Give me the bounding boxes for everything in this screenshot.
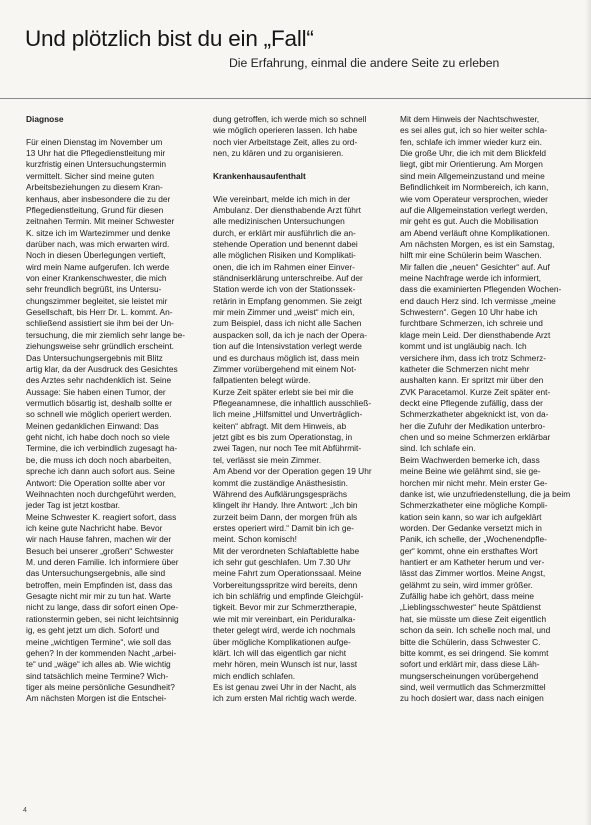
text-line: mir mein Zimmer und „weist“ mich ein, (213, 307, 355, 318)
text-line: durch, er erklärt mir ausführlich die an- (213, 227, 356, 238)
text-line: Beim Wachwerden bemerke ich, dass (400, 454, 540, 465)
text-line: tiger als meine persönliche Gesundheit? (26, 681, 175, 692)
text-line: furchtbare Schmerzen, ich schreie und (400, 318, 543, 329)
text-line: Meinen gedanklichen Einwand: Das (26, 420, 159, 431)
text-line: nicht zu lange, dass dir sofort einen Ope- (26, 602, 179, 613)
text-line: danke ist, wie unzufriedenstellung, die ja beim (400, 488, 571, 499)
text-line: Panik, ich schelle, der „Wochenendpfle- (400, 534, 547, 545)
text-line: jetzt gibt es bis zum Operationstag, in (213, 432, 353, 443)
text-line: deckt eine Pflegende zufällig, dass der (400, 397, 543, 408)
text-line: das Untersuchungsergebnis, alle sind (26, 568, 166, 579)
text-line: noch vier Arbeitstage Zeit, alles zu ord- (213, 136, 358, 147)
text-line: schließend assistiert sie ihm bei der Un- (26, 318, 174, 329)
column-3 (400, 114, 576, 705)
text-line: mir geht es gut. Auch die Mobilisation (400, 216, 539, 227)
article-subtitle: Die Erfahrung, einmal die andere Seite zu erleben (229, 56, 500, 70)
text-line: Während des Aufklärungsgesprächs (213, 488, 348, 499)
text-line: Befindlichkeit im Normbereich, ich kann, (400, 182, 549, 193)
text-line: wir nach Hause fahren, machen wir der (26, 534, 172, 545)
text-line: darüber nach, was mich erwarten wird. (26, 238, 170, 249)
text-line: Besuch bei unserer „großen“ Schwester (26, 545, 174, 556)
text-line: gehen? In der kommenden Nacht „arbei- (26, 647, 177, 658)
text-line: lich meine „Hilfsmittel und Unverträglich- (213, 409, 363, 420)
text-line: katheter die Schmerzen nicht mehr (400, 363, 530, 374)
text-line: Mir fallen die „neuen“ Gesichter“ auf. Auf (400, 261, 550, 272)
text-line: wie mit mir vereinbart, ein Periduralka- (213, 613, 356, 624)
scan-edge-shadow (585, 0, 591, 825)
column-2-text-top (213, 114, 386, 159)
text-line: Gesagte nicht mir mir zu tun hat. Warte (26, 591, 171, 602)
text-line: Arbeitsbeziehungen zu diesem Kran- (26, 182, 163, 193)
text-line: wird mein Name aufgerufen. Ich werde (26, 261, 170, 272)
text-line: aushalten kann. Er spritzt mir über den (400, 375, 544, 386)
text-line: end dauch Herz sind. Ich vermisse „meine (400, 295, 556, 306)
text-line: Weihnachten noch durchgeführt werden, (26, 488, 177, 499)
text-line: alle möglichen Risiken und Komplikati- (213, 250, 356, 261)
text-line: Für einen Dienstag im November um (26, 136, 163, 147)
text-line: ständniserklärung unterschreibe. Auf der (213, 273, 363, 284)
text-line: Vorbereitungsspritze wird bereits, denn (213, 579, 358, 590)
text-line: ZVK Paracetamol. Kurze Zeit später ent- (400, 386, 551, 397)
text-line: Zufällig habe ich gehört, dass meine (400, 591, 535, 602)
spacer (213, 182, 386, 193)
text-line: zurzeit beim Dann, der morgen früh als (213, 511, 358, 522)
text-line: alle medizinischen Untersuchungen (213, 216, 345, 227)
text-line: kenhaus, aber insbesondere die zu der (26, 193, 171, 204)
text-line: sehr freundlich begrüßt, ins Untersu- (26, 284, 162, 295)
text-line: auspacken soll, da ich je nach der Opera- (213, 329, 367, 340)
text-line: sind, weil vermutlich das Schmerzmittel (400, 681, 546, 692)
text-line: horchen mir nicht mehr. Mein erster Ge- (400, 477, 548, 488)
text-line: geht nicht, ich habe doch noch so viele (26, 432, 170, 443)
spacer (213, 159, 386, 170)
text-line: tion auf die Intensivstation verlegt werde (213, 341, 362, 352)
text-line: auf die Allgemeinstation verlegt werden, (400, 204, 548, 215)
text-line: schon da sein. Ich schelle noch mal, und (400, 625, 551, 636)
column-1 (26, 114, 196, 705)
text-line: Aussage: Sie haben einen Tumor, der (26, 386, 166, 397)
text-line: liegt, gibt mir Orientierung. Am Morgen (400, 159, 543, 170)
section-heading-krankenhausaufenthalt: Krankenhausaufenthalt (213, 170, 306, 181)
text-line: hat, sie müsste um diese Zeit eigentlich (400, 613, 547, 624)
column-2 (213, 114, 386, 705)
header-divider (0, 98, 591, 99)
text-line: wie vom Operateur versprochen, wieder (400, 193, 548, 204)
text-line: es sei alles gut, ich so hier weiter schla- (400, 125, 548, 136)
text-line: bitte kommt, es sei dringend. Sie kommt (400, 647, 549, 658)
text-line: stehende Operation und benennt dabei (213, 238, 358, 249)
text-line: hilft mir eine Schülerin beim Waschen. (400, 250, 542, 261)
text-line: ich zum ersten Mal richtig wach werde. (213, 693, 357, 704)
text-line: klärt. Ich will das eigentlich gar nicht (213, 647, 347, 658)
text-line: M. und deren Familie. Ich informiere über (26, 557, 179, 568)
text-line: Pflegedienstleitung, Grund für diesen (26, 204, 164, 215)
text-line: rationstermin geben, sei nicht leichtsinnig (26, 613, 179, 624)
text-line: Die große Uhr, die ich mit dem Blickfeld (400, 148, 547, 159)
text-line: tel, verlässt sie mein Zimmer. (213, 454, 322, 465)
text-line: zeitnahen Termin. Mit meiner Schwester (26, 216, 175, 227)
text-line: meine Nachfrage werde ich informiert, (400, 273, 541, 284)
text-line: sofort und erklärt mir, dass diese Läh- (400, 659, 540, 670)
text-line: tigkeit. Bevor mir zur Schmerztherapie, (213, 602, 357, 613)
text-line: Termine, die ich verbindlich zugesagt ha- (26, 443, 178, 454)
text-line: so schnell wie möglich operiert werden. (26, 409, 172, 420)
text-line: her die Zufuhr der Medikation unterbro- (400, 420, 546, 431)
text-line: meint. Schon komisch! (213, 534, 297, 545)
text-line: keiten“ abfragt. Mit dem Hinweis, ab (213, 420, 347, 431)
text-line: dung getroffen, ich werde mich so schnell (213, 114, 367, 124)
article-title: Und plötzlich bist du ein „Fall“ (25, 26, 314, 51)
text-line: kommt und ist ungläubig nach. Ich (400, 341, 527, 352)
text-line: Gesellschaft, bis Herr Dr. L. kommt. An- (26, 307, 173, 318)
text-line: spreche ich dann auch sofort aus. Seine (26, 466, 175, 477)
text-line: erstes operiert wird.“ Damit bin ich ge- (213, 522, 354, 533)
text-line: theter gelegt wird, werde ich nochmals (213, 625, 356, 636)
text-line: worden. Der Gedanke versetzt mich in (400, 522, 542, 533)
text-line: Station werde ich von der Stationssek- (213, 284, 356, 295)
text-line: sind tatsächlich meine Termine? Wich- (26, 670, 169, 681)
text-line: ich bin schläfrig und empfinde Gleichgül- (213, 591, 364, 602)
text-line: betroffen, mein Empfinden ist, dass das (26, 579, 173, 590)
text-line: von einer Krankenschwester, die mich (26, 273, 167, 284)
text-line: dass die examinierten Pflegenden Wochen- (400, 284, 562, 295)
text-line: artig klar, da der Ausdruck des Gesichtes (26, 363, 178, 374)
text-line: te“ und „wäge“ ich alles ab. Wie wichtig (26, 659, 171, 670)
text-line: vermutlich bösartig ist, deshalb sollte er (26, 397, 173, 408)
text-line: ich sehr gut geschlafen. Um 7.30 Uhr (213, 557, 351, 568)
text-line: be, die muss ich doch noch abarbeiten, (26, 454, 172, 465)
text-line: Noch in diesen Überlegungen vertieft, (26, 250, 166, 261)
column-3-text (400, 114, 576, 705)
text-line: ziehungsweise sehr gründlich erscheint. (26, 341, 174, 352)
text-line: kommt die zuständige Anästhesistin. (213, 477, 348, 488)
text-line: 13 Uhr hat die Pflegedienstleitung mir (26, 148, 166, 159)
text-line: tersuchung, die mir ziemlich sehr lange be- (26, 329, 186, 340)
text-line: über mögliche Komplikationen aufge- (213, 636, 351, 647)
text-line: Am nächsten Morgen, es ist ein Samstag, (400, 238, 555, 249)
text-line: Mit der verordneten Schlaftablette habe (213, 545, 360, 556)
text-line: zwei Tagen, nur noch Tee mit Abführmit- (213, 443, 362, 454)
text-line: ich keine gute Nachricht habe. Bevor (26, 522, 163, 533)
text-line: fallpatienten belegt würde. (213, 375, 311, 386)
text-line: kation sein kann, so war ich aufgeklärt (400, 511, 542, 522)
text-line: Ambulanz. Der diensthabende Arzt führt (213, 204, 361, 215)
text-line: versichere ihm, dass ich trotz Schmerz- (400, 352, 547, 363)
text-line: chen und so meine Schmerzen erklärbar (400, 432, 551, 443)
column-2-text (213, 194, 386, 705)
text-line: gelähmt zu sein, wird immer größer. (400, 579, 533, 590)
text-line: mich endlich schlafen. (213, 670, 296, 681)
text-line: am Abend verläuft ohne Komplikationen. (400, 227, 550, 238)
text-line: und es durchaus möglich ist, dass mein (213, 352, 360, 363)
text-line: hantiert er am Katheter herum und ver- (400, 557, 545, 568)
text-line: chungszimmer begleitet, sie leistet mir (26, 295, 168, 306)
text-line: Das Untersuchungsergebnis mit Blitz (26, 352, 163, 363)
text-line: Pflegeanamnese, die inhaltlich ausschließ- (213, 397, 372, 408)
text-line: klingelt ihr Handy. Ihre Antwort: „Ich bin (213, 500, 358, 511)
text-line: kurzfristig einen Untersuchungstermin (26, 159, 167, 170)
text-line: Zimmer vorübergehend mit einem Not- (213, 363, 357, 374)
text-line: Schmerzkatheter abgeknickt ist, von da- (400, 409, 549, 420)
text-line: K. sitze ich im Wartezimmer und denke (26, 227, 171, 238)
text-line: meine Fahrt zum Operationssaal. Meine (213, 568, 362, 579)
text-line: lässt das Zimmer wortlos. Meine Angst, (400, 568, 546, 579)
text-line: Kurze Zeit später erlebt sie bei mir die (213, 386, 354, 397)
column-1-text (26, 137, 196, 705)
text-line: fen, schlafe ich immer wieder kurz ein. (400, 136, 542, 147)
text-line: Am nächsten Morgen ist die Entschei- (26, 693, 167, 704)
text-line: mungserscheinungen vorübergehend (400, 670, 539, 681)
section-heading-diagnose: Diagnose (26, 114, 64, 124)
text-line: Es ist genau zwei Uhr in der Nacht, als (213, 681, 357, 692)
text-line: mehr hören, mein Wunsch ist nur, lasst (213, 659, 358, 670)
spacer (26, 125, 196, 136)
text-line: bitte die Schülerin, dass Schwester C. (400, 636, 541, 647)
text-line: des Arztes sehr nachdenklich ist. Seine (26, 375, 172, 386)
text-line: Schmerzkatheter eine mögliche Kompli- (400, 500, 548, 511)
text-line: Mit dem Hinweis der Nachtschwester, (400, 114, 540, 124)
text-line: Schwestern“. Gegen 10 Uhr habe ich (400, 307, 538, 318)
text-line: vermittelt. Sicher sind meine guten (26, 170, 154, 181)
text-line: onen, die ich im Rahmen einer Einver- (213, 261, 355, 272)
page-number: 4 (23, 807, 27, 814)
text-line: sind mein Allgemeinzustand und meine (400, 170, 545, 181)
text-line: jeder Tag ist jetzt kostbar. (26, 500, 120, 511)
text-line: „Lieblingsschwester“ heute Spätdienst (400, 602, 541, 613)
text-line: retärin in Empfang genommen. Sie zeigt (213, 295, 362, 306)
text-line: zum Beispiel, dass ich nicht alle Sachen (213, 318, 362, 329)
text-line: Wie vereinbart, melde ich mich in der (213, 193, 351, 204)
text-line: zu hoch dosiert war, dass nach einigen (400, 693, 544, 704)
text-line: wie möglich operieren lassen. Ich habe (213, 125, 358, 136)
text-line: Am Abend vor der Operation gegen 19 Uhr (213, 466, 372, 477)
text-line: meine „wichtigen Termine“, wie soll das (26, 636, 171, 647)
text-line: ger“ kommt, ohne ein ersthaftes Wort (400, 545, 538, 556)
text-line: meine Beine wie gelähmt sind, sie ge- (400, 466, 541, 477)
text-line: sind. Ich schlafe ein. (400, 443, 476, 454)
text-line: ig, es geht jetzt um dich. Sofort! und (26, 625, 160, 636)
text-line: Meine Schwester K. reagiert sofort, dass (26, 511, 177, 522)
text-line: klage mein Leid. Der diensthabende Arzt (400, 329, 551, 340)
text-line: Antwort: Die Operation sollte aber vor (26, 477, 166, 488)
text-line: nen, zu klären und zu organisieren. (213, 148, 344, 159)
